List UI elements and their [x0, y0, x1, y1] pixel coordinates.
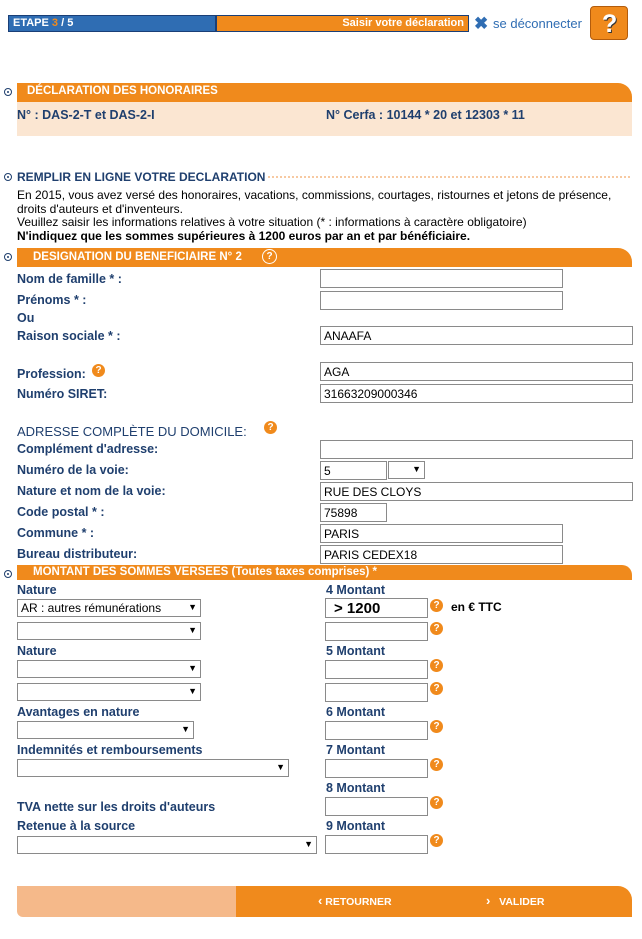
help-icon[interactable]: ? [430, 834, 443, 847]
section-bullet-icon [4, 570, 12, 578]
intro-line: droits d'auteurs et d'inventeurs. [17, 201, 184, 216]
footer-bar-left [17, 886, 236, 917]
commune-field[interactable] [320, 524, 563, 543]
address-title: ADRESSE COMPLÈTE DU DOMICILE: [17, 424, 247, 439]
commune-label: Commune * : [17, 526, 95, 540]
raison-label: Raison sociale * : [17, 329, 121, 343]
numero-label: Numéro de la voie: [17, 463, 129, 477]
siret-field[interactable] [320, 384, 633, 403]
complement-label: Complément d'adresse: [17, 442, 159, 456]
complement-field[interactable] [320, 440, 633, 459]
montant5-label: 5 Montant [326, 644, 386, 658]
avantages-label: Avantages en nature [17, 705, 140, 719]
profession-label: Profession: [17, 367, 86, 381]
nature-voie-field[interactable] [320, 482, 633, 501]
intro-text [17, 189, 632, 243]
help-icon[interactable]: ? [430, 682, 443, 695]
profession-field[interactable] [320, 362, 633, 381]
montant8-field[interactable] [325, 797, 428, 816]
section-header-amounts [17, 565, 632, 580]
validate-label: VALIDER [499, 896, 545, 908]
chevron-down-icon: ▼ [181, 724, 190, 734]
chevron-down-icon: ▼ [276, 762, 285, 772]
nature-select-4[interactable] [17, 683, 201, 701]
retenue-select[interactable] [17, 836, 317, 854]
help-icon[interactable]: ? [430, 659, 443, 672]
montant4b-field[interactable] [325, 622, 428, 641]
montant4-field[interactable] [325, 598, 428, 618]
back-label: RETOURNER [325, 896, 392, 908]
help-icon[interactable]: ? [92, 364, 105, 377]
section-bullet-icon [4, 173, 12, 181]
section-header-declaration [17, 83, 632, 102]
logout-label: se déconnecter [493, 16, 582, 31]
retenue-label: Retenue à la source [17, 819, 136, 833]
cp-label: Code postal * : [17, 505, 105, 519]
numero-field[interactable] [320, 461, 387, 480]
repetition-select[interactable] [388, 461, 425, 479]
chevron-down-icon: ▼ [188, 625, 197, 635]
section-header-beneficiary [17, 248, 632, 267]
chevron-down-icon: ▼ [188, 602, 197, 612]
prenoms-label: Prénoms * : [17, 293, 87, 307]
validate-button[interactable] [486, 893, 544, 909]
section-title: DÉCLARATION DES HONORAIRES [27, 85, 218, 97]
montant4-label: 4 Montant [326, 583, 386, 597]
montant6-field[interactable] [325, 721, 428, 740]
help-icon[interactable]: ? [430, 720, 443, 733]
help-icon[interactable]: ? [264, 421, 277, 434]
avantages-select[interactable] [17, 721, 194, 739]
montant9-field[interactable] [325, 835, 428, 854]
section-title-remplir: REMPLIR EN LIGNE VOTRE DECLARATION [17, 170, 266, 184]
montant7-field[interactable] [325, 759, 428, 778]
nom-label: Nom de famille * : [17, 272, 122, 286]
chevron-left-icon: ‹ [318, 893, 323, 908]
section-bullet-icon [4, 88, 12, 96]
section-title: MONTANT DES SOMMES VERSEES (Toutes taxes comprises) * [33, 566, 378, 578]
step-bar [8, 15, 216, 32]
help-icon[interactable]: ? [430, 758, 443, 771]
raison-field[interactable] [320, 326, 633, 345]
question-icon: ? [602, 10, 618, 38]
montant5b-field[interactable] [325, 683, 428, 702]
ou-label: Ou [17, 311, 35, 325]
nom-field[interactable] [320, 269, 563, 288]
indemnites-label: Indemnités et remboursements [17, 743, 203, 757]
nature-select-1[interactable] [17, 599, 201, 617]
chevron-down-icon: ▼ [188, 686, 197, 696]
indemnites-select[interactable] [17, 759, 289, 777]
das-number: N° : DAS-2-T et DAS-2-I [17, 108, 155, 122]
bureau-field[interactable] [320, 545, 563, 564]
montant7-label: 7 Montant [326, 743, 386, 757]
montant8-label: 8 Montant [326, 781, 386, 795]
section-title: DESIGNATION DU BENEFICIAIRE N° 2 [33, 251, 242, 263]
nature-select-3[interactable] [17, 660, 201, 678]
tva-label: TVA nette sur les droits d'auteurs [17, 800, 216, 814]
footer-bar-right [236, 886, 632, 917]
back-button[interactable] [318, 893, 392, 909]
cp-field[interactable] [320, 503, 387, 522]
nature-select-2[interactable] [17, 622, 201, 640]
chevron-down-icon: ▼ [188, 663, 197, 673]
help-icon[interactable]: ? [430, 622, 443, 635]
title-bar [216, 15, 469, 32]
cerfa-number: N° Cerfa : 10144 * 20 et 12303 * 11 [326, 108, 525, 122]
chevron-down-icon: ▼ [304, 839, 313, 849]
montant9-label: 9 Montant [326, 819, 386, 833]
chevron-down-icon: ▼ [412, 464, 421, 474]
chevron-right-icon: › [486, 893, 491, 908]
select-value: AR : autres rémunérations [21, 601, 162, 615]
prenoms-field[interactable] [320, 291, 563, 310]
intro-warning: N'indiquez que les sommes supérieures à 1200 euros par an et par bénéficiaire. [17, 228, 471, 243]
close-icon: ✖ [474, 14, 489, 33]
intro-line: En 2015, vous avez versé des honoraires, vacations, commissions, courtages, ristournes et jetons de présence, [17, 188, 612, 202]
section-bullet-icon [4, 253, 12, 261]
page-title: Saisir votre déclaration [342, 17, 464, 29]
nature-voie-label: Nature et nom de la voie: [17, 484, 166, 498]
step-label: ETAPE 3 / 5 [13, 17, 74, 29]
nature-label: Nature [17, 644, 57, 658]
help-icon[interactable]: ? [430, 599, 443, 612]
montant6-label: 6 Montant [326, 705, 386, 719]
help-icon[interactable]: ? [262, 249, 277, 264]
bureau-label: Bureau distributeur: [17, 547, 138, 561]
intro-line: Veuillez saisir les informations relatives à votre situation (* : informations à caractère obligatoire) [17, 215, 527, 229]
siret-label: Numéro SIRET: [17, 387, 108, 401]
unit-label: en € TTC [451, 600, 502, 614]
help-button[interactable] [590, 6, 628, 40]
help-icon[interactable]: ? [430, 796, 443, 809]
montant5-field[interactable] [325, 660, 428, 679]
nature-label: Nature [17, 583, 57, 597]
dotted-divider [268, 176, 630, 178]
